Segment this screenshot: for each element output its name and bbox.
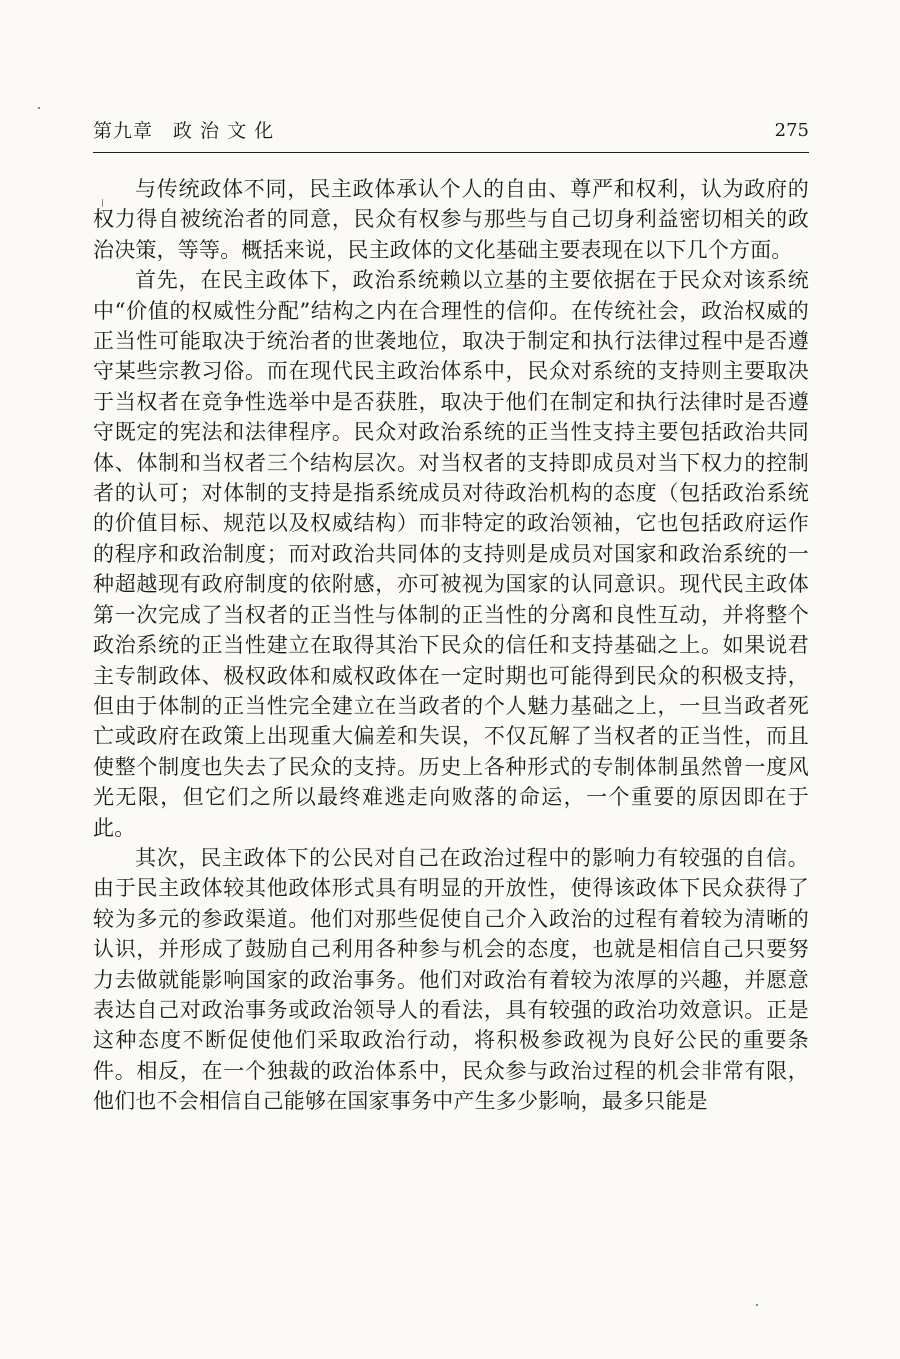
paragraph-1: 与传统政体不同，民主政体承认个人的自由、尊严和权利，认为政府的权力得自被统治者的同意，民众有权参与那些与自己切身利益密切相关的政治决策，等等。概括来说，民主政体的文化基础主要表现在以下几个方面。 [93, 177, 809, 262]
scan-speck [756, 1304, 758, 1306]
scan-speck [102, 199, 103, 207]
scan-speck [38, 107, 40, 109]
paragraph-3: 其次，民主政体下的公民对自己在政治过程中的影响力有较强的自信。由于民主政体较其他政体形式具有明显的开放性，使得该政体下民众获得了较为多元的参政渠道。他们对那些促使自己介入政治的过程有着较为清晰的认识，并形成了鼓励自己利用各种参与机会的态度，也就是相信自己只要努力去做就能影响国家的政治事务。他们对政治有着较为浓厚的兴趣，并愿意表达自己对政治事务或政治领导人的看法，具有较强的政治功效意识。正是这种态度不断促使他们采取政治行动，将积极参政视为良好公民的重要条件。相反，在一个独裁的政治体系中，民众参与政治过程的机会非常有限，他们也不会相信自己能够在国家事务中产生多少影响，最多只能是 [93, 845, 809, 1114]
header-rule [93, 152, 809, 153]
running-header [93, 118, 809, 152]
page-number: 275 [774, 120, 809, 141]
chapter-title: 第九章 政 治 文 化 [93, 120, 275, 142]
body-text [93, 174, 809, 1117]
paragraph-2: 首先，在民主政体下，政治系统赖以立基的主要依据在于民众对该系统中“价值的权威性分配”结构之内在合理性的信仰。在传统社会，政治权威的正当性可能取决于统治者的世袭地位，取决于制定和执行法律过程中是否遵守某些宗教习俗。而在现代民主政治体系中，民众对系统的支持则主要取决于当权者在竞争性选举中是否获胜，取决于他们在制定和执行法律时是否遵守既定的宪法和法律程序。民众对政治系统的正当性支持主要包括政治共同体、体制和当权者三个结构层次。对当权者的支持即成员对当下权力的控制者的认可；对体制的支持是指系统成员对待政治机构的态度（包括政治系统的价值目标、规范以及权威结构）而非特定的政治领袖，它也包括政府运作的程序和政治制度；而对政治共同体的支持则是成员对国家和政治系统的一种超越现有政府制度的依附感，亦可被视为国家的认同意识。现代民主政体第一次完成了当权者的正当性与体制的正当性的分离和良性互动，并将整个政治系统的正当性建立在取得其治下民众的信任和支持基础之上。如果说君主专制政体、极权政体和威权政体在一定时期也可能得到民众的积极支持，但由于体制的正当性完全建立在当政者的个人魅力基础之上，一旦当政者死亡或政府在政策上出现重大偏差和失误，不仅瓦解了当权者的正当性，而且使整个制度也失去了民众的支持。历史上各种形式的专制体制虽然曾一度风光无限，但它们之所以最终难逃走向败落的命运，一个重要的原因即在于此。 [93, 268, 809, 840]
